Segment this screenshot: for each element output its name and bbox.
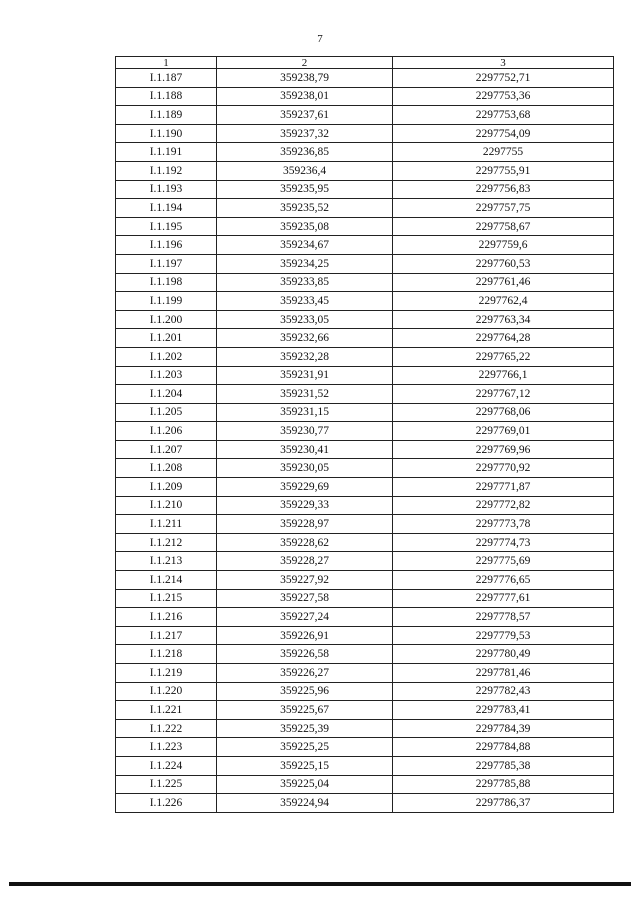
point-id-cell: I.1.188 <box>116 87 217 106</box>
x-coordinate-cell: 359234,67 <box>217 236 393 255</box>
x-coordinate-cell: 359233,45 <box>217 292 393 311</box>
point-id-cell: I.1.200 <box>116 310 217 329</box>
x-coordinate-cell: 359224,94 <box>217 794 393 813</box>
point-id-cell: I.1.219 <box>116 664 217 683</box>
point-id-cell: I.1.197 <box>116 254 217 273</box>
point-id-cell: I.1.204 <box>116 385 217 404</box>
point-id-cell: I.1.223 <box>116 738 217 757</box>
table-row <box>116 459 614 478</box>
x-coordinate-cell: 359228,97 <box>217 515 393 534</box>
y-coordinate-cell: 2297775,69 <box>393 552 614 571</box>
x-coordinate-cell: 359238,79 <box>217 69 393 88</box>
x-coordinate-cell: 359228,27 <box>217 552 393 571</box>
x-coordinate-cell: 359231,52 <box>217 385 393 404</box>
column-header-1: 1 <box>116 57 217 69</box>
y-coordinate-cell: 2297781,46 <box>393 664 614 683</box>
x-coordinate-cell: 359230,41 <box>217 440 393 459</box>
y-coordinate-cell: 2297780,49 <box>393 645 614 664</box>
y-coordinate-cell: 2297753,68 <box>393 106 614 125</box>
point-id-cell: I.1.210 <box>116 496 217 515</box>
x-coordinate-cell: 359227,58 <box>217 589 393 608</box>
point-id-cell: I.1.192 <box>116 161 217 180</box>
y-coordinate-cell: 2297776,65 <box>393 571 614 590</box>
table-row <box>116 347 614 366</box>
x-coordinate-cell: 359229,33 <box>217 496 393 515</box>
table-row <box>116 719 614 738</box>
y-coordinate-cell: 2297774,73 <box>393 533 614 552</box>
x-coordinate-cell: 359235,52 <box>217 199 393 218</box>
table-row <box>116 273 614 292</box>
x-coordinate-cell: 359227,24 <box>217 608 393 627</box>
y-coordinate-cell: 2297760,53 <box>393 254 614 273</box>
table-row <box>116 738 614 757</box>
point-id-cell: I.1.217 <box>116 626 217 645</box>
x-coordinate-cell: 359236,85 <box>217 143 393 162</box>
table-row <box>116 236 614 255</box>
table-row <box>116 143 614 162</box>
point-id-cell: I.1.225 <box>116 775 217 794</box>
y-coordinate-cell: 2297785,38 <box>393 756 614 775</box>
table-row <box>116 571 614 590</box>
point-id-cell: I.1.191 <box>116 143 217 162</box>
table-row <box>116 254 614 273</box>
table-row <box>116 69 614 88</box>
table-row <box>116 180 614 199</box>
x-coordinate-cell: 359234,25 <box>217 254 393 273</box>
x-coordinate-cell: 359227,92 <box>217 571 393 590</box>
table-row <box>116 608 614 627</box>
table-row <box>116 626 614 645</box>
table-row <box>116 756 614 775</box>
table-row <box>116 775 614 794</box>
y-coordinate-cell: 2297764,28 <box>393 329 614 348</box>
point-id-cell: I.1.202 <box>116 347 217 366</box>
x-coordinate-cell: 359233,05 <box>217 310 393 329</box>
y-coordinate-cell: 2297763,34 <box>393 310 614 329</box>
point-id-cell: I.1.214 <box>116 571 217 590</box>
table-row <box>116 199 614 218</box>
table-row <box>116 161 614 180</box>
point-id-cell: I.1.189 <box>116 106 217 125</box>
coordinates-table <box>115 56 614 813</box>
y-coordinate-cell: 2297752,71 <box>393 69 614 88</box>
x-coordinate-cell: 359225,96 <box>217 682 393 701</box>
x-coordinate-cell: 359232,66 <box>217 329 393 348</box>
table-row <box>116 794 614 813</box>
y-coordinate-cell: 2297758,67 <box>393 217 614 236</box>
x-coordinate-cell: 359225,04 <box>217 775 393 794</box>
point-id-cell: I.1.196 <box>116 236 217 255</box>
y-coordinate-cell: 2297772,82 <box>393 496 614 515</box>
point-id-cell: I.1.205 <box>116 403 217 422</box>
y-coordinate-cell: 2297756,83 <box>393 180 614 199</box>
x-coordinate-cell: 359235,08 <box>217 217 393 236</box>
table-row <box>116 366 614 385</box>
table-row <box>116 496 614 515</box>
table-row <box>116 87 614 106</box>
x-coordinate-cell: 359226,27 <box>217 664 393 683</box>
y-coordinate-cell: 2297784,88 <box>393 738 614 757</box>
table-row <box>116 701 614 720</box>
table-row <box>116 440 614 459</box>
y-coordinate-cell: 2297785,88 <box>393 775 614 794</box>
point-id-cell: I.1.220 <box>116 682 217 701</box>
point-id-cell: I.1.212 <box>116 533 217 552</box>
y-coordinate-cell: 2297754,09 <box>393 124 614 143</box>
x-coordinate-cell: 359235,95 <box>217 180 393 199</box>
table-row <box>116 124 614 143</box>
y-coordinate-cell: 2297757,75 <box>393 199 614 218</box>
table-body <box>116 69 614 813</box>
x-coordinate-cell: 359230,05 <box>217 459 393 478</box>
x-coordinate-cell: 359228,62 <box>217 533 393 552</box>
x-coordinate-cell: 359238,01 <box>217 87 393 106</box>
header-row <box>116 57 614 69</box>
y-coordinate-cell: 2297768,06 <box>393 403 614 422</box>
y-coordinate-cell: 2297773,78 <box>393 515 614 534</box>
point-id-cell: I.1.201 <box>116 329 217 348</box>
point-id-cell: I.1.194 <box>116 199 217 218</box>
x-coordinate-cell: 359233,85 <box>217 273 393 292</box>
y-coordinate-cell: 2297770,92 <box>393 459 614 478</box>
y-coordinate-cell: 2297765,22 <box>393 347 614 366</box>
point-id-cell: I.1.218 <box>116 645 217 664</box>
table-row <box>116 422 614 441</box>
point-id-cell: I.1.193 <box>116 180 217 199</box>
table-row <box>116 310 614 329</box>
point-id-cell: I.1.199 <box>116 292 217 311</box>
point-id-cell: I.1.213 <box>116 552 217 571</box>
point-id-cell: I.1.224 <box>116 756 217 775</box>
y-coordinate-cell: 2297782,43 <box>393 682 614 701</box>
x-coordinate-cell: 359225,25 <box>217 738 393 757</box>
y-coordinate-cell: 2297759,6 <box>393 236 614 255</box>
y-coordinate-cell: 2297767,12 <box>393 385 614 404</box>
y-coordinate-cell: 2297753,36 <box>393 87 614 106</box>
point-id-cell: I.1.211 <box>116 515 217 534</box>
table-row <box>116 533 614 552</box>
point-id-cell: I.1.190 <box>116 124 217 143</box>
point-id-cell: I.1.226 <box>116 794 217 813</box>
point-id-cell: I.1.215 <box>116 589 217 608</box>
x-coordinate-cell: 359225,39 <box>217 719 393 738</box>
x-coordinate-cell: 359225,15 <box>217 756 393 775</box>
point-id-cell: I.1.207 <box>116 440 217 459</box>
point-id-cell: I.1.209 <box>116 478 217 497</box>
table-row <box>116 292 614 311</box>
x-coordinate-cell: 359230,77 <box>217 422 393 441</box>
y-coordinate-cell: 2297777,61 <box>393 589 614 608</box>
y-coordinate-cell: 2297769,01 <box>393 422 614 441</box>
x-coordinate-cell: 359226,91 <box>217 626 393 645</box>
x-coordinate-cell: 359225,67 <box>217 701 393 720</box>
bottom-rule <box>9 882 631 886</box>
x-coordinate-cell: 359237,32 <box>217 124 393 143</box>
page-number: 7 <box>317 33 323 45</box>
y-coordinate-cell: 2297783,41 <box>393 701 614 720</box>
x-coordinate-cell: 359229,69 <box>217 478 393 497</box>
point-id-cell: I.1.221 <box>116 701 217 720</box>
y-coordinate-cell: 2297755,91 <box>393 161 614 180</box>
column-header-2: 2 <box>217 57 393 69</box>
table-row <box>116 645 614 664</box>
point-id-cell: I.1.198 <box>116 273 217 292</box>
x-coordinate-cell: 359237,61 <box>217 106 393 125</box>
x-coordinate-cell: 359231,91 <box>217 366 393 385</box>
point-id-cell: I.1.195 <box>116 217 217 236</box>
x-coordinate-cell: 359226,58 <box>217 645 393 664</box>
table-row <box>116 682 614 701</box>
point-id-cell: I.1.187 <box>116 69 217 88</box>
table-row <box>116 552 614 571</box>
x-coordinate-cell: 359236,4 <box>217 161 393 180</box>
column-header-3: 3 <box>393 57 614 69</box>
y-coordinate-cell: 2297784,39 <box>393 719 614 738</box>
y-coordinate-cell: 2297769,96 <box>393 440 614 459</box>
table-row <box>116 217 614 236</box>
y-coordinate-cell: 2297779,53 <box>393 626 614 645</box>
y-coordinate-cell: 2297778,57 <box>393 608 614 627</box>
y-coordinate-cell: 2297786,37 <box>393 794 614 813</box>
y-coordinate-cell: 2297761,46 <box>393 273 614 292</box>
table-row <box>116 385 614 404</box>
x-coordinate-cell: 359232,28 <box>217 347 393 366</box>
y-coordinate-cell: 2297771,87 <box>393 478 614 497</box>
y-coordinate-cell: 2297766,1 <box>393 366 614 385</box>
table-row <box>116 589 614 608</box>
point-id-cell: I.1.208 <box>116 459 217 478</box>
y-coordinate-cell: 2297762,4 <box>393 292 614 311</box>
y-coordinate-cell: 2297755 <box>393 143 614 162</box>
table-row <box>116 329 614 348</box>
table-row <box>116 664 614 683</box>
table-row <box>116 478 614 497</box>
table-row <box>116 106 614 125</box>
x-coordinate-cell: 359231,15 <box>217 403 393 422</box>
table-row <box>116 515 614 534</box>
point-id-cell: I.1.222 <box>116 719 217 738</box>
point-id-cell: I.1.216 <box>116 608 217 627</box>
table-row <box>116 403 614 422</box>
point-id-cell: I.1.206 <box>116 422 217 441</box>
point-id-cell: I.1.203 <box>116 366 217 385</box>
table-header <box>116 57 614 69</box>
